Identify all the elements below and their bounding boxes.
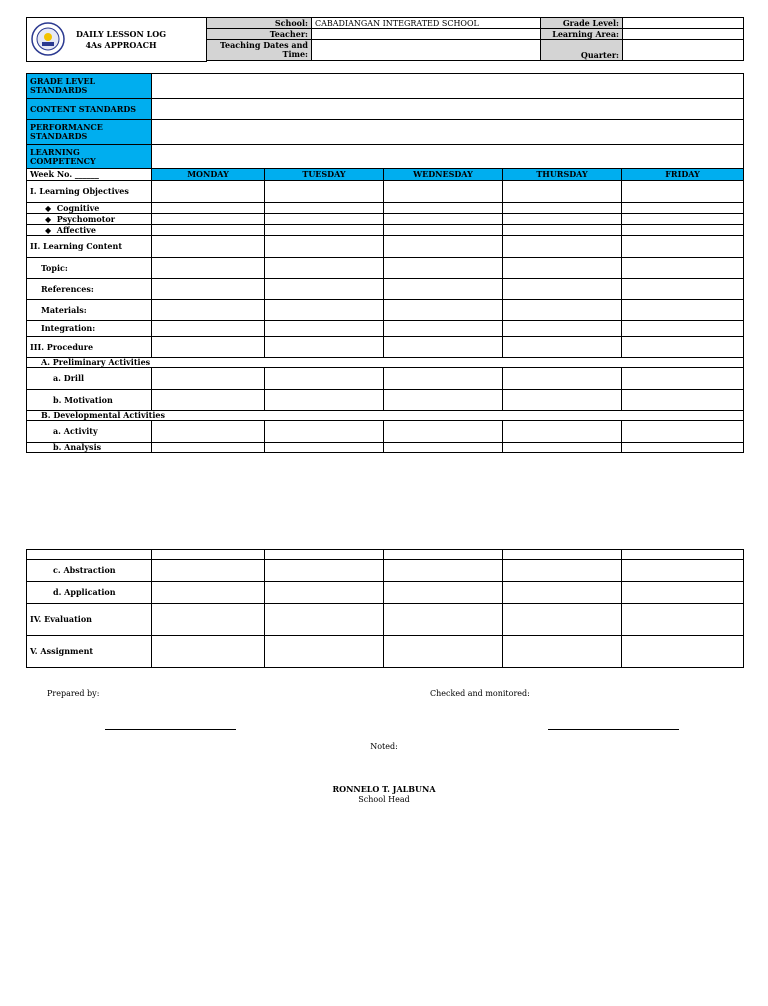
cell[interactable] — [384, 604, 503, 636]
cell[interactable] — [622, 337, 744, 358]
cell[interactable] — [265, 368, 384, 390]
performance-standards-field[interactable] — [152, 120, 744, 145]
cell[interactable] — [384, 560, 503, 582]
row-abstraction: c. Abstraction — [27, 560, 152, 582]
grade-level-field[interactable] — [623, 18, 744, 29]
checked-monitored-label: Checked and monitored: — [430, 689, 530, 698]
cell[interactable] — [152, 321, 265, 337]
cell[interactable] — [265, 321, 384, 337]
noted-label: Noted: — [370, 742, 398, 751]
cell[interactable] — [265, 604, 384, 636]
cell[interactable] — [503, 421, 622, 443]
cell[interactable] — [384, 203, 503, 214]
cell[interactable] — [265, 279, 384, 300]
row-developmental-activities: B. Developmental Activities — [27, 411, 744, 421]
cell[interactable] — [265, 337, 384, 358]
cell[interactable] — [265, 258, 384, 279]
row-learning-objectives: I. Learning Objectives — [27, 181, 152, 203]
day-header-monday: MONDAY — [152, 169, 265, 181]
day-header-tuesday: TUESDAY — [265, 169, 384, 181]
cell[interactable] — [503, 300, 622, 321]
cell[interactable] — [384, 368, 503, 390]
lesson-log-table-continued — [26, 549, 744, 668]
cell[interactable] — [265, 443, 384, 453]
cell[interactable] — [503, 443, 622, 453]
performance-standards-label: PERFORMANCE STANDARDS — [27, 120, 152, 145]
prepared-by-label: Prepared by: — [47, 689, 100, 698]
diamond-bullet-icon: ◆ — [45, 202, 52, 213]
cell[interactable] — [384, 636, 503, 668]
cell[interactable] — [503, 225, 622, 236]
prepared-by-signature-line — [105, 729, 236, 730]
cell[interactable] — [503, 636, 622, 668]
cell[interactable] — [503, 181, 622, 203]
cell[interactable] — [622, 225, 744, 236]
learning-area-label: Learning Area: — [541, 29, 623, 40]
learning-competency-label: LEARNING COMPETENCY — [27, 145, 152, 169]
cell[interactable] — [384, 582, 503, 604]
cell[interactable] — [384, 258, 503, 279]
cell[interactable] — [503, 337, 622, 358]
cell[interactable] — [384, 300, 503, 321]
header-info-table — [206, 17, 744, 61]
checked-signature-line — [548, 729, 679, 730]
cell[interactable] — [622, 604, 744, 636]
cell[interactable] — [152, 636, 265, 668]
row-motivation: b. Motivation — [27, 390, 152, 411]
cell[interactable] — [384, 337, 503, 358]
row-assignment: V. Assignment — [27, 636, 152, 668]
cell[interactable] — [622, 368, 744, 390]
cell[interactable] — [265, 390, 384, 411]
cell[interactable] — [384, 321, 503, 337]
row-label: Affective — [56, 224, 96, 235]
cell[interactable] — [384, 390, 503, 411]
cell[interactable] — [152, 390, 265, 411]
teacher-label: Teacher: — [207, 29, 312, 40]
cell[interactable] — [384, 225, 503, 236]
learning-area-field[interactable] — [623, 29, 744, 40]
cell[interactable] — [265, 236, 384, 258]
row-psychomotor — [27, 214, 152, 225]
cell[interactable] — [384, 279, 503, 300]
cell[interactable] — [265, 300, 384, 321]
cell[interactable] — [152, 181, 265, 203]
cell[interactable] — [384, 236, 503, 258]
cell[interactable] — [622, 560, 744, 582]
diamond-bullet-icon: ◆ — [45, 224, 52, 235]
cell[interactable] — [622, 421, 744, 443]
cell[interactable] — [622, 390, 744, 411]
row-activity: a. Activity — [27, 421, 152, 443]
school-value[interactable]: CABADIANGAN INTEGRATED SCHOOL — [312, 18, 541, 29]
cell[interactable] — [152, 258, 265, 279]
row-topic: Topic: — [27, 258, 152, 279]
cell[interactable] — [152, 203, 265, 214]
week-number-label: Week No. ______ — [27, 169, 152, 181]
cell[interactable] — [622, 321, 744, 337]
day-header-wednesday: WEDNESDAY — [384, 169, 503, 181]
content-standards-label: CONTENT STANDARDS — [27, 99, 152, 120]
cell[interactable] — [152, 337, 265, 358]
cell[interactable] — [503, 390, 622, 411]
cell[interactable] — [503, 279, 622, 300]
cell[interactable] — [503, 321, 622, 337]
row-drill: a. Drill — [27, 368, 152, 390]
school-label: School: — [207, 18, 312, 29]
cell[interactable] — [622, 203, 744, 214]
cell[interactable] — [384, 443, 503, 453]
grade-level-label: Grade Level: — [541, 18, 623, 29]
cell[interactable] — [27, 550, 152, 560]
cell[interactable] — [265, 550, 384, 560]
row-preliminary-activities: A. Preliminary Activities — [27, 358, 744, 368]
cell[interactable] — [152, 550, 265, 560]
cell[interactable] — [265, 203, 384, 214]
teacher-field[interactable] — [312, 29, 541, 40]
cell[interactable] — [622, 443, 744, 453]
cell[interactable] — [503, 368, 622, 390]
row-learning-content: II. Learning Content — [27, 236, 152, 258]
day-header-thursday: THURSDAY — [503, 169, 622, 181]
grade-level-standards-label: GRADE LEVEL STANDARDS — [27, 74, 152, 99]
school-head-name: RONNELO T. JALBUNA — [332, 784, 436, 794]
cell[interactable] — [384, 421, 503, 443]
cell[interactable] — [265, 582, 384, 604]
teaching-dates-label: Teaching Dates and Time: — [207, 40, 312, 61]
deped-seal-icon — [31, 22, 65, 56]
row-integration: Integration: — [27, 321, 152, 337]
cell[interactable] — [503, 203, 622, 214]
teaching-dates-field[interactable] — [312, 40, 541, 61]
doc-subtitle: 4As APPROACH — [85, 40, 157, 50]
cell[interactable] — [265, 560, 384, 582]
cell[interactable] — [622, 582, 744, 604]
cell[interactable] — [265, 421, 384, 443]
doc-title: DAILY LESSON LOG — [75, 29, 167, 39]
cell[interactable] — [384, 214, 503, 225]
cell[interactable] — [503, 258, 622, 279]
cell[interactable] — [622, 181, 744, 203]
cell[interactable] — [384, 550, 503, 560]
row-affective — [27, 225, 152, 236]
cell[interactable] — [152, 443, 265, 453]
cell[interactable] — [265, 225, 384, 236]
quarter-field[interactable] — [623, 40, 744, 61]
school-head-title: School Head — [358, 795, 410, 804]
quarter-label: Quarter: — [541, 40, 623, 61]
cell[interactable] — [622, 300, 744, 321]
cell[interactable] — [152, 421, 265, 443]
row-application: d. Application — [27, 582, 152, 604]
cell[interactable] — [622, 236, 744, 258]
cell[interactable] — [622, 214, 744, 225]
row-references: References: — [27, 279, 152, 300]
row-cognitive — [27, 203, 152, 214]
lesson-log-table — [26, 73, 744, 453]
cell[interactable] — [622, 550, 744, 560]
row-analysis: b. Analysis — [27, 443, 152, 453]
cell[interactable] — [622, 279, 744, 300]
row-evaluation: IV. Evaluation — [27, 604, 152, 636]
content-standards-field[interactable] — [152, 99, 744, 120]
cell[interactable] — [503, 214, 622, 225]
day-header-friday: FRIDAY — [622, 169, 744, 181]
cell[interactable] — [152, 560, 265, 582]
row-materials: Materials: — [27, 300, 152, 321]
cell[interactable] — [384, 181, 503, 203]
cell[interactable] — [503, 582, 622, 604]
cell[interactable] — [265, 181, 384, 203]
cell[interactable] — [152, 368, 265, 390]
cell[interactable] — [265, 214, 384, 225]
header-logo-box — [26, 17, 207, 62]
cell[interactable] — [152, 604, 265, 636]
grade-level-standards-field[interactable] — [152, 74, 744, 99]
row-label: Cognitive — [56, 202, 100, 213]
diamond-bullet-icon: ◆ — [45, 213, 52, 224]
cell[interactable] — [152, 300, 265, 321]
cell[interactable] — [152, 279, 265, 300]
cell[interactable] — [152, 225, 265, 236]
cell[interactable] — [503, 550, 622, 560]
cell[interactable] — [622, 258, 744, 279]
cell[interactable] — [152, 582, 265, 604]
cell[interactable] — [152, 214, 265, 225]
cell[interactable] — [265, 636, 384, 668]
cell[interactable] — [622, 636, 744, 668]
learning-competency-field[interactable] — [152, 145, 744, 169]
cell[interactable] — [503, 560, 622, 582]
row-label: Psychomotor — [56, 213, 115, 224]
cell[interactable] — [503, 236, 622, 258]
row-procedure: III. Procedure — [27, 337, 152, 358]
cell[interactable] — [152, 236, 265, 258]
cell[interactable] — [503, 604, 622, 636]
